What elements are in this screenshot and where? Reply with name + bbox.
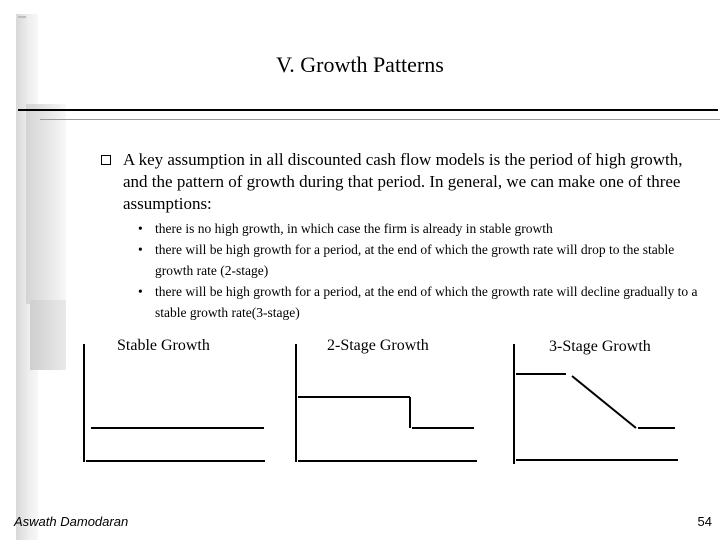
intro-paragraph: A key assumption in all discounted cash flow models is the period of high growth, and the pattern of growth during that period. In general, we can make one of three assumptions: <box>123 150 683 213</box>
slide-title: V. Growth Patterns <box>276 52 444 77</box>
footer-author: Aswath Damodaran <box>14 514 129 529</box>
list-item-text: there will be high growth for a period, at the end of which the growth rate will drop to the stable growth rate (2-stage) <box>155 242 675 278</box>
three-stage-growth-diagram <box>514 344 678 464</box>
two-stage-growth-diagram <box>296 344 477 462</box>
bullet-dot-icon: • <box>138 284 143 299</box>
list-item-text: there will be high growth for a period, at the end of which the growth rate will decline gradually to a stable growth rate(3-stage) <box>155 284 698 320</box>
three-stage-transition-line <box>572 376 636 428</box>
bullet-dot-icon: • <box>138 221 143 236</box>
page-number: 54 <box>697 514 712 529</box>
stable-growth-diagram <box>84 344 265 462</box>
stable-growth-label: Stable Growth <box>117 337 210 354</box>
three-stage-growth-label: 3-Stage Growth <box>549 338 651 355</box>
bullet-dot-icon: • <box>138 242 143 257</box>
two-stage-growth-label: 2-Stage Growth <box>327 337 429 354</box>
list-item-text: there is no high growth, in which case the firm is already in stable growth <box>155 221 553 236</box>
